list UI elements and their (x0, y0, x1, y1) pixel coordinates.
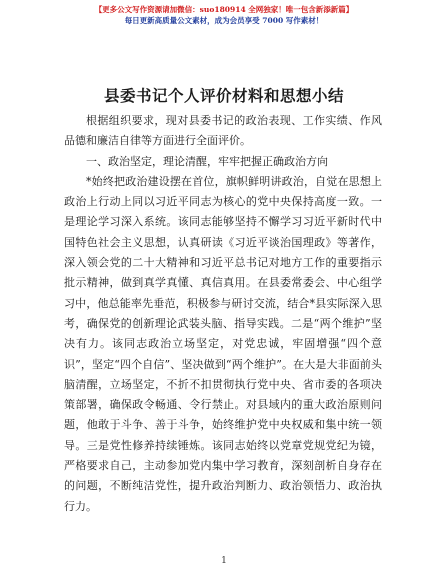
promo-line-2: 每日更新高质量公文素材，成为会员享受 7000 写作素材！ (124, 16, 324, 25)
intro-paragraph: 根据组织要求，现对县委书记的政治表现、工作实绩、作风品德和廉洁自律等方面进行全面评价。 (64, 114, 382, 148)
body-paragraph: *始终把政治建设摆在首位，旗帜鲜明讲政治，自觉在思想上政治上行动上同以习近平同志为核心的党中央保持高度一致。一是理论学习深入系统。该同志能够坚持不懈学习习近平新时代中国特色社会主义思想，认真研读《习近平谈治国理政》等著作，深入领会党的二十大精神和习近平总书记对地方工作的重要指示批示精神，做到真学真懂、真信真用。在县委常委会、中心组学习中，他总能率先垂范，积极参与研讨交流，结合*县实际深入思考，确保党的创新理论武装头脑、指导实践。二是“两个维护”坚决有力。该同志政治立场坚定，对党忠诚，牢固增强“四个意识”，坚定“四个自信”、坚决做到“两个维护”。在大是大非面前头脑清醒，立场坚定，不折不扣贯彻执行党中央、省市委的各项决策部署，确保政令畅通、令行禁止。对县域内的重大政治原则问题，他敢于斗争、善于斗争，始终维护党中央权威和集中统一领导。三是党性修养持续锤炼。该同志始终以党章党规党纪为镜，严格要求自己，主动参加党内集中学习教育，深刻剖析自身存在的问题，不断纯洁党性，提升政治判断力、政治领悟力、政治执行力。 (64, 174, 382, 513)
promo-banner (0, 4, 448, 26)
promo-line-1: 【更多公文写作资源请加微信：suo180914 全网独家！唯一包含新添新篇】 (94, 5, 354, 14)
document-title: 县委书记个人评价材料和思想小结 (103, 86, 344, 105)
document-body (64, 111, 382, 517)
page-number: 1 (221, 556, 227, 566)
section-heading: 一、政治坚定，理论清醒，牢牢把握正确政治方向 (86, 154, 328, 168)
